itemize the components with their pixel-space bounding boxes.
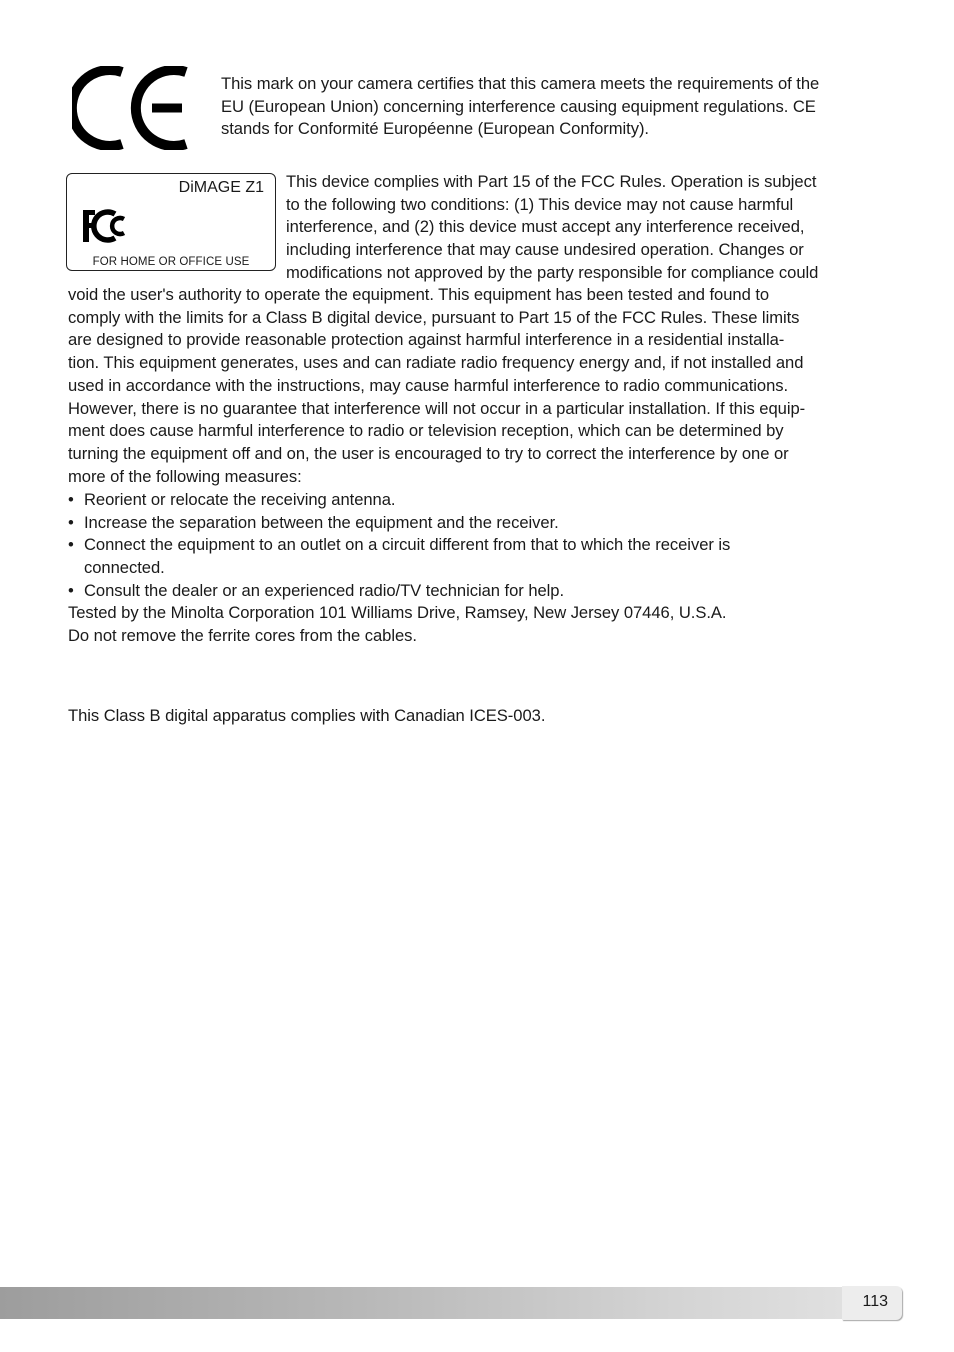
list-item-text-continued: connected.	[84, 558, 165, 578]
canada-ices-statement: This Class B digital apparatus complies with Canadian ICES-003.	[68, 706, 546, 725]
list-item	[68, 512, 898, 535]
bullet-icon: •	[68, 580, 74, 600]
fcc-line: interference, and (2) this device must accept any interference received,	[286, 217, 805, 237]
fcc-line: ment does cause harmful interference to radio or television reception, which can be determined by	[68, 421, 784, 441]
list-item-text: Increase the separation between the equipment and the receiver.	[84, 512, 559, 532]
fcc-line: void the user's authority to operate the equipment. This equipment has been tested and found to	[68, 285, 770, 304]
list-item-text: Reorient or relocate the receiving antenna.	[84, 490, 396, 509]
page-number: 113	[862, 1293, 888, 1310]
ferrite-note: Do not remove the ferrite cores from the cables.	[68, 625, 417, 645]
list-item	[68, 534, 898, 579]
bullet-icon: •	[68, 490, 74, 509]
fcc-line: However, there is no guarantee that interference will not occur in a particular installation. If this equip-	[68, 398, 806, 418]
fcc-line: are designed to provide reasonable protection against harmful interference in a residential installa-	[68, 330, 785, 350]
ce-mark-icon	[72, 66, 190, 150]
fcc-usage-label: FOR HOME OR OFFICE USE	[92, 256, 250, 268]
tested-by-note: Tested by the Minolta Corporation 101 Williams Drive, Ramsey, New Jersey 07446, U.S.A.	[68, 603, 727, 622]
fcc-line: modifications not approved by the party responsible for compliance could	[286, 262, 819, 282]
ce-line: stands for Conformité Européenne (European Conformity).	[221, 119, 649, 139]
fcc-line: including interference that may cause undesired operation. Changes or	[286, 240, 804, 260]
ce-line: EU (European Union) concerning interference causing equipment regulations. CE	[221, 96, 816, 116]
fcc-line: more of the following measures:	[68, 466, 302, 486]
list-item-text: Connect the equipment to an outlet on a circuit different from that to which the receiver is	[84, 535, 731, 555]
fcc-line: This device complies with Part 15 of the FCC Rules. Operation is subject	[286, 172, 817, 191]
interference-measures-list	[68, 489, 898, 603]
bullet-icon: •	[68, 535, 74, 555]
fcc-label-box	[66, 173, 276, 271]
fcc-line: to the following two conditions: (1) This device may not cause harmful	[286, 194, 794, 214]
ce-line: This mark on your camera certifies that this camera meets the requirements of the	[221, 74, 820, 93]
ce-description	[221, 73, 901, 141]
fcc-line: tion. This equipment generates, uses and can radiate radio frequency energy and, if not installed and	[68, 353, 804, 373]
fcc-statement-intro	[286, 171, 890, 285]
list-item-text: Consult the dealer or an experienced radio/TV technician for help.	[84, 580, 565, 600]
fcc-notes	[68, 602, 898, 647]
fcc-line: turning the equipment off and on, the user is encouraged to try to correct the interference by one or	[68, 443, 789, 463]
fcc-model-name: DiMAGE Z1	[178, 179, 264, 196]
list-item	[68, 580, 898, 603]
footer-gradient-bar	[0, 1287, 900, 1319]
fcc-line: used in accordance with the instructions, may cause harmful interference to radio communications.	[68, 375, 789, 395]
list-item	[68, 489, 898, 512]
fcc-line: comply with the limits for a Class B digital device, pursuant to Part 15 of the FCC Rules. These limits	[68, 307, 800, 327]
fcc-statement-body	[68, 284, 898, 488]
bullet-icon: •	[68, 512, 74, 532]
fcc-logo-icon	[81, 208, 131, 244]
